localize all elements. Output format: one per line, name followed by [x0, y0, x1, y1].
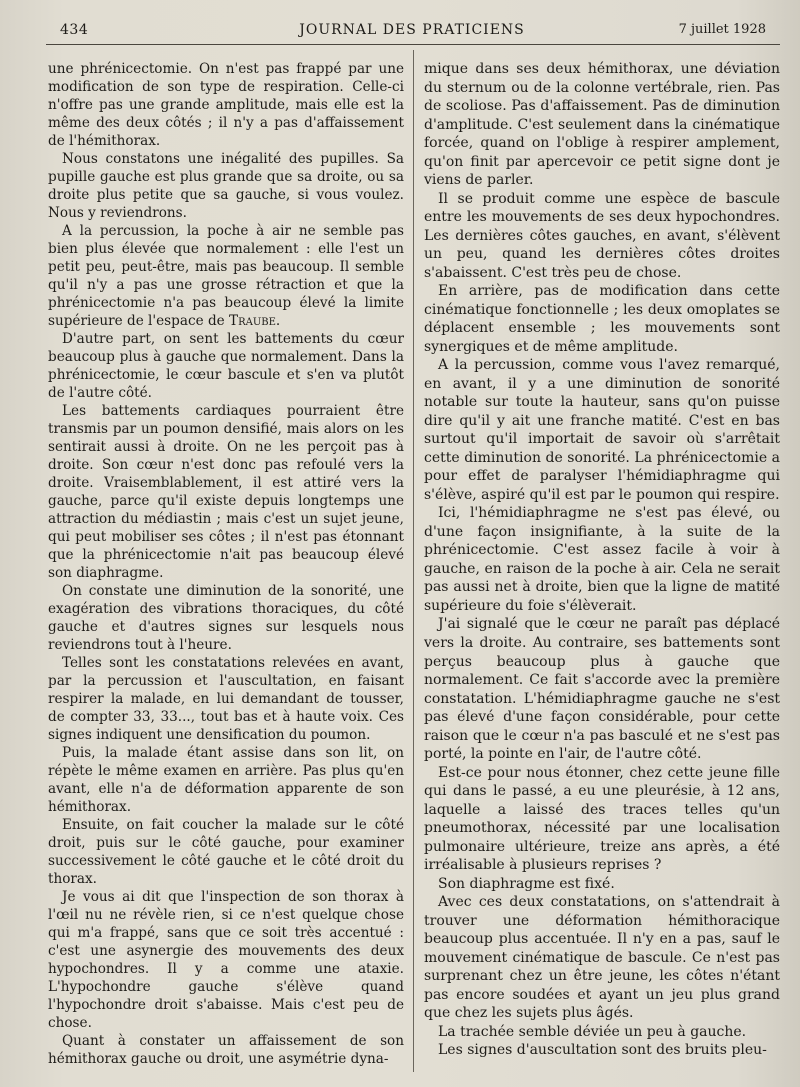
paragraph: une phrénicectomie. On n'est pas frappé par une modification de son type de respiration. Celle-ci n'offre pas une grande amplitude, mais elle est la même des deux côtés ; il n'y a pas d'affaissement de l'hémithorax.: [48, 61, 404, 149]
paragraph: D'autre part, on sent les battements du cœur beaucoup plus à gauche que normalement. Dans la phrénicectomie, le cœur bascule et s'en va plutôt de l'autre côté.: [48, 331, 404, 401]
issue-date: 7 juillet 1928: [678, 22, 766, 37]
paragraph: On constate une diminution de la sonorité, une exagération des vibrations thoraciques, du côté gauche et d'autres signes sur lesquels nous reviendrons tout à l'heure.: [48, 583, 404, 653]
paragraph: Les battements cardiaques pourraient être transmis par un poumon densifié, mais alors on les sentirait aussi à droite. On ne les perçoit pas à droite. Son cœur n'est donc pas refoulé vers la droite. Vraisemblablement, il est attiré vers la gauche, parce qu'il existe depuis longtemps une attraction du médiastin ; mais c'est un sujet jeune, qui peut mobiliser ses côtes ; il n'est pas étonnant que la phrénicectomie n'ait pas beaucoup élevé son diaphragme.: [48, 403, 404, 581]
paragraph: Ensuite, on fait coucher la malade sur le côté droit, puis sur le côté gauche, pour examiner successivement le côté gauche et le côté droit du thorax.: [48, 817, 404, 887]
paragraph: mique dans ses deux hémithorax, une déviation du sternum ou de la colonne vertébrale, rien. Pas de scoliose. Pas d'affaissement. Pas de diminution d'amplitude. C'est seulement dans la cinématique forcée, quand on l'oblige à respirer amplement, qu'on finit par apercevoir ce petit signe dont je viens de parler.: [424, 61, 780, 189]
paragraph: Nous constatons une inégalité des pupilles. Sa pupille gauche est plus grande que sa droite, ou sa droite plus petite que sa gauche, si vous voulez. Nous y reviendrons.: [48, 151, 404, 221]
journal-title: JOURNAL DES PRATICIENS: [299, 22, 525, 38]
header-rule: [46, 44, 780, 45]
paragraph: En arrière, pas de modification dans cette cinématique fonctionnelle ; les deux omoplates se déplacent ensemble ; les mouvements sont synergiques et de même amplitude.: [424, 283, 780, 355]
paragraph: [48, 222, 404, 330]
paragraph: Puis, la malade étant assise dans son lit, on répète le même examen en arrière. Pas plus qu'en avant, elle n'a de déformation apparente de son hémithorax.: [48, 745, 404, 815]
traube-term: Traube.: [229, 313, 281, 329]
paragraph: Les signes d'auscultation sont des bruits pleu-: [438, 1042, 767, 1059]
paragraph: Ici, l'hémidiaphragme ne s'est pas élevé, ou d'une façon insignifiante, à la suite de la phrénicectomie. C'est assez facile à voir à gauche, en raison de la poche à air. Cela ne serait pas aussi net à droite, bien que la ligne de matité supérieure du foie s'élèverait.: [424, 505, 780, 614]
paragraph: Son diaphragme est fixé.: [438, 875, 615, 892]
paragraph: Telles sont les constatations relevées en avant, par la percussion et l'auscultation, en faisant respirer la malade, en lui demandant de tousser, de compter 33, 33..., tout bas et à haute voix. Ces signes indiquent une densification du poumon.: [48, 655, 404, 743]
paragraph: Quant à constater un affaissement de son hémithorax gauche ou droit, une asymétrie dyna-: [48, 1033, 404, 1067]
paragraph: Avec ces deux constatations, on s'attendrait à trouver une déformation hémithoracique beaucoup plus accentuée. Il n'y en a pas, sauf le mouvement cinématique de bascule. Ce n'est pas surprenant chez un être jeune, les côtes n'étant pas encore soudées et ayant un jeu plus grand que chez les sujets plus âgés.: [424, 894, 780, 1022]
paragraph: Il se produit comme une espèce de bascule entre les mouvements de ses deux hypochondres. Les dernières côtes gauches, en avant, s'élèvent un peu, quand les dernières côtes droites s'abaissent. C'est très peu de chose.: [424, 190, 780, 281]
paragraph: A la percussion, comme vous l'avez remarqué, en avant, il y a une diminution de sonorité notable sur toute la hauteur, sans qu'on puisse dire qu'il y ait une franche matité. C'est en bas surtout qu'il importait de savoir où s'arrêtait cette diminution de sonorité. La phrénicectomie a pour effet de paralyser l'hémidiaphragme qui s'élève, aspiré qu'il est par le poumon qui respire.: [424, 357, 780, 503]
paragraph: Je vous ai dit que l'inspection de son thorax à l'œil nu ne révèle rien, si ce n'est quelque chose qui m'a frappé, sans que ce soit très accentué : c'est une asynergie des mouvements des deux hypochondres. Il y a comme une ataxie. L'hypochondre gauche s'élève quand l'hypochondre droit s'abaisse. Mais c'est peu de chose.: [48, 889, 404, 1031]
paragraph-text: A la percussion, la poche à air ne semble pas bien plus élevée que normalement : elle l'est un petit peu, peut-être, mais pas beaucoup. Il semble qu'il n'y a pas une grosse rétraction et que la phrénicectomie n'a pas beaucoup élevé la limite supérieure de l'espace de: [48, 223, 404, 329]
page-number: 434: [60, 22, 89, 38]
page-header: [46, 20, 778, 44]
column-divider: [413, 50, 414, 1072]
paragraph: La trachée semble déviée un peu à gauche.: [438, 1023, 747, 1040]
paragraph: Est-ce pour nous étonner, chez cette jeune fille qui dans le passé, a eu une pleurésie, à 12 ans, laquelle a laissé des traces telles qu'un pneumothorax, nécessité par une localisation pulmonaire ultérieure, treize ans après, a été irréalisable à plusieurs reprises ?: [424, 764, 780, 874]
paragraph: J'ai signalé que le cœur ne paraît pas déplacé vers la droite. Au contraire, ses battements sont perçus beaucoup plus à gauche que normalement. Ce fait s'accorde avec la première constatation. L'hémidiaphragme gauche ne s'est pas élevé d'une façon considérable, pour cette raison que le cœur n'a pas basculé et ne s'est pas porté, la pointe en l'air, de l'autre côté.: [424, 616, 780, 763]
left-column: [48, 60, 404, 1068]
right-column: [424, 60, 780, 1060]
